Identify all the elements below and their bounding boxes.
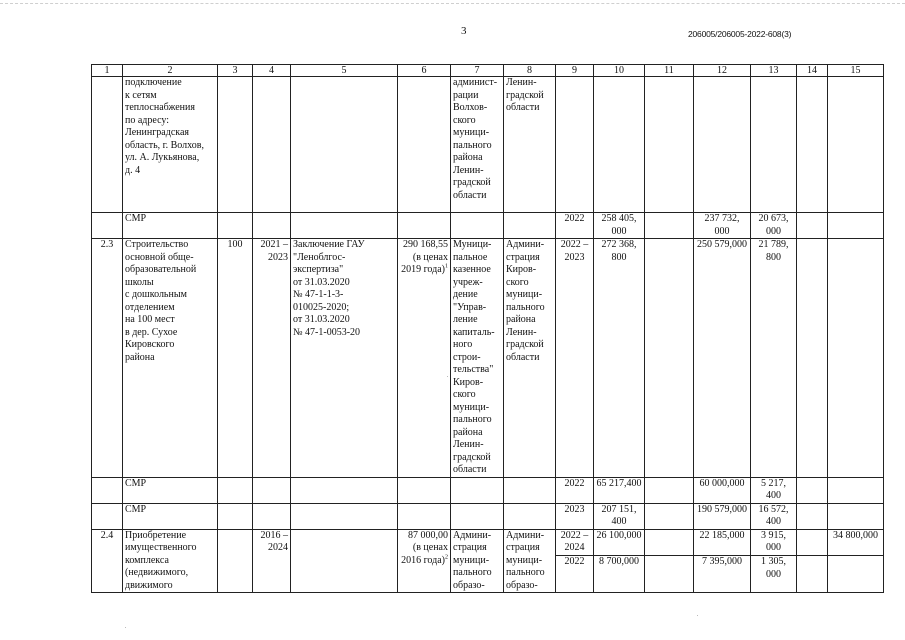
column-header: 3	[218, 65, 253, 77]
table-cell	[645, 556, 694, 593]
column-header: 11	[645, 65, 694, 77]
table-cell	[291, 529, 398, 593]
table-cell	[828, 77, 884, 213]
period-cell: 2021 – 2023	[253, 239, 291, 478]
amount-regional: 7 395,000	[694, 556, 751, 593]
item-number: 2.3	[92, 239, 123, 478]
year-cell: 2022	[556, 213, 594, 239]
year-cell: 2022	[556, 556, 594, 593]
row-label-smr: СМР	[123, 477, 218, 503]
amount-regional: 60 000,000	[694, 477, 751, 503]
table-cell	[594, 77, 645, 213]
table-cell	[751, 77, 797, 213]
scan-speck	[125, 627, 126, 628]
amount-total: 26 100,000	[594, 529, 645, 556]
table-cell	[797, 556, 828, 593]
owner-cell: Админи- страция Киров- ского муници- пального района Ленин- градской области	[504, 239, 556, 478]
table-cell	[253, 477, 291, 503]
years-cell: 2022 – 2023	[556, 239, 594, 478]
table-cell	[291, 213, 398, 239]
years-cell: 2022 – 2024	[556, 529, 594, 556]
amount-total: 258 405, 000	[594, 213, 645, 239]
column-header: 2	[123, 65, 218, 77]
scan-speck	[447, 376, 448, 377]
column-header: 1	[92, 65, 123, 77]
table-cell	[645, 477, 694, 503]
footnote-mark: 1	[445, 263, 448, 270]
customer-continued: админист- рации Волхов- ского муници- пального района Ленин- градской области	[451, 77, 504, 213]
table-cell	[504, 213, 556, 239]
table-cell	[797, 477, 828, 503]
amount-local: 1 305, 000	[751, 556, 797, 593]
table-cell	[253, 213, 291, 239]
table-cell	[694, 77, 751, 213]
expertise-cell: Заключение ГАУ "Леноблгос- экспертиза" от 31.03.2020 № 47-1-1-3- 010025-2020; от 31.03.2020 № 47-1-0053-20	[291, 239, 398, 478]
table-cell	[218, 213, 253, 239]
column-header: 5	[291, 65, 398, 77]
amount-local: 21 789, 800	[751, 239, 797, 478]
period-cell: 2016 – 2024	[253, 529, 291, 593]
table-cell	[828, 556, 884, 593]
table-cell	[645, 213, 694, 239]
table-cell	[398, 213, 451, 239]
column-header: 9	[556, 65, 594, 77]
amount-regional: 250 579,000	[694, 239, 751, 478]
table-cell	[218, 529, 253, 593]
row-label-smr: СМР	[123, 503, 218, 529]
item-number: 2.4	[92, 529, 123, 593]
year-cell: 2022	[556, 477, 594, 503]
estimated-cost: 290 168,55 (в ценах 2019 года)	[401, 239, 448, 275]
table-cell	[645, 77, 694, 213]
table-cell	[828, 239, 884, 478]
amount-regional: 237 732, 000	[694, 213, 751, 239]
table-cell	[253, 503, 291, 529]
table-row	[92, 213, 884, 239]
table-cell	[645, 529, 694, 556]
amount-local: 16 572, 400	[751, 503, 797, 529]
table-cell	[291, 77, 398, 213]
table-cell	[797, 239, 828, 478]
customer-cell: Админи- страция муници- пального образо-	[451, 529, 504, 593]
year-cell: 2023	[556, 503, 594, 529]
amount-total: 65 217,400	[594, 477, 645, 503]
table-row	[92, 529, 884, 556]
object-name-continued: подключение к сетям теплоснабжения по адресу: Ленинградская область, г. Волхов, ул. А. Лукьянова, д. 4	[123, 77, 218, 213]
table-row	[92, 239, 884, 478]
table-cell	[92, 503, 123, 529]
table-cell	[398, 477, 451, 503]
table-cell	[451, 213, 504, 239]
table-cell	[291, 477, 398, 503]
table-cell	[828, 477, 884, 503]
table-cell	[504, 503, 556, 529]
owner-cell: Админи- страция муници- пального образо-	[504, 529, 556, 593]
column-header: 14	[797, 65, 828, 77]
program-table	[91, 64, 884, 593]
table-cell	[398, 503, 451, 529]
amount-regional: 190 579,000	[694, 503, 751, 529]
amount-column-15: 34 800,000	[828, 529, 884, 556]
table-row	[92, 477, 884, 503]
page-top-edge	[0, 3, 905, 4]
table-cell	[797, 213, 828, 239]
column-header: 7	[451, 65, 504, 77]
column-header: 4	[253, 65, 291, 77]
column-header: 6	[398, 65, 451, 77]
table-cell	[398, 77, 451, 213]
estimated-cost: 87 000,00 (в ценах 2016 года)	[401, 529, 448, 566]
table-cell	[797, 503, 828, 529]
table-cell	[218, 477, 253, 503]
table-row	[92, 503, 884, 529]
object-name: Строительство основной обще- образовательной школы с дошкольным отделением на 100 мест в дер. Сухое Кировского района	[123, 239, 218, 478]
table-row	[92, 77, 884, 213]
amount-local: 20 673, 000	[751, 213, 797, 239]
column-header: 12	[694, 65, 751, 77]
owner-continued: Ленин- градской области	[504, 77, 556, 213]
table-cell	[253, 77, 291, 213]
scan-speck	[697, 615, 698, 616]
column-header: 8	[504, 65, 556, 77]
page-number: 3	[461, 25, 467, 37]
column-header: 13	[751, 65, 797, 77]
table-cell	[504, 477, 556, 503]
row-label-smr: СМР	[123, 213, 218, 239]
object-name: Приобретение имущественного комплекса (недвижимого, движимого	[123, 529, 218, 593]
table-cell	[797, 77, 828, 213]
table-cell	[797, 529, 828, 556]
document-id: 206005/206005-2022-608(3)	[688, 29, 792, 39]
table-cell	[645, 239, 694, 478]
table-cell	[291, 503, 398, 529]
customer-cell: Муници- пальное казенное учреж- дение "Управ- ление капиталь- ного строи- тельства" Киров- ского муници- пального района Ленин- градской области	[451, 239, 504, 478]
column-number-row	[92, 65, 884, 77]
table-cell	[92, 77, 123, 213]
table-cell	[828, 503, 884, 529]
amount-total: 207 151, 400	[594, 503, 645, 529]
footnote-mark: 2	[445, 554, 448, 561]
amount-total: 272 368, 800	[594, 239, 645, 478]
amount-local: 3 915, 000	[751, 529, 797, 556]
table-cell	[92, 477, 123, 503]
table-cell	[828, 213, 884, 239]
table-cell	[645, 503, 694, 529]
table-cell	[451, 477, 504, 503]
table-cell	[556, 77, 594, 213]
column-header: 15	[828, 65, 884, 77]
table-cell	[218, 77, 253, 213]
column-header: 10	[594, 65, 645, 77]
table-cell	[92, 213, 123, 239]
capacity-cell: 100	[218, 239, 253, 478]
table-cell	[451, 503, 504, 529]
table-cell	[218, 503, 253, 529]
amount-local: 5 217, 400	[751, 477, 797, 503]
amount-total: 8 700,000	[594, 556, 645, 593]
amount-regional: 22 185,000	[694, 529, 751, 556]
